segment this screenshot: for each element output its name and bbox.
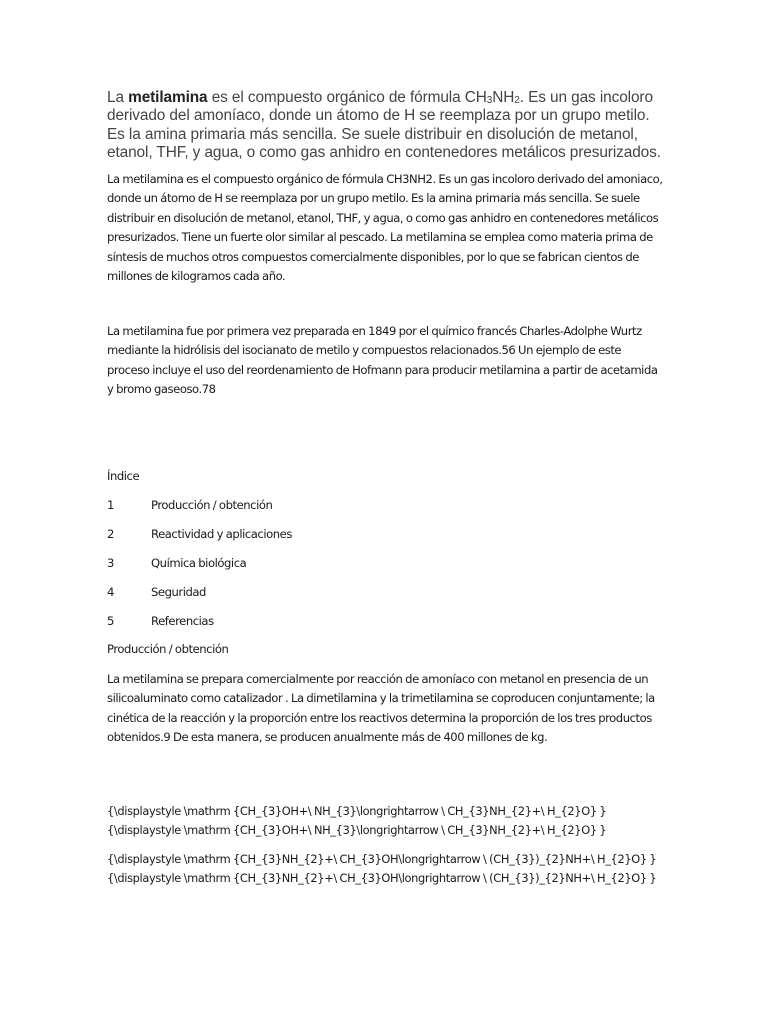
intro-formula-text: es el compuesto orgánico de fórmula CH (207, 89, 487, 106)
paragraph-production: La metilamina se prepara comercialmente por reacción de amoníaco con metanol en presencia de un silicoaluminato como catalizador . La dimetilamina y la trimetilamina se coproducen conjuntamente; la cinética de la reacción y la proporción entre los reactivos determina la proporción de los tres productos obtenidos.9 De esta manera, se producen anualmente más de 400 millones de kg. (107, 672, 655, 745)
section-heading: Producción / obtención (107, 642, 229, 656)
index-title: Índice (107, 469, 140, 483)
intro-formula-text-2: NH (492, 89, 515, 106)
index-item-number: 3 (107, 556, 114, 570)
formula-dimethylamine-synthesis: {\displaystyle \mathrm {CH_{3}NH_{2}+\ CH_{3}OH\longrightarrow \ (CH_{3})_{2}NH+\ H_{2}O} }{\displaystyle \mathrm {CH_{3}NH_{2}+\ CH_{3}OH\longrightarrow \ (CH_{3})_{2}NH+\ H_{2}O} } (107, 852, 657, 886)
index-item-number: 2 (107, 527, 114, 541)
index-item[interactable] (107, 612, 507, 632)
index-item-label: Seguridad (151, 585, 206, 599)
paragraph-history: La metilamina fue por primera vez preparada en 1849 por el químico francés Charles-Adolphe Wurtz mediante la hidrólisis del isocianato de metilo y compuestos relacionados.56 Un ejemplo de este proceso incluye el uso del reordenamiento de Hofmann para producir metilamina a partir de acetamida y bromo gaseoso.78 (107, 324, 658, 397)
index-item[interactable] (107, 554, 507, 574)
index-item[interactable] (107, 525, 507, 545)
formula-methylamine-synthesis: {\displaystyle \mathrm {CH_{3}OH+\ NH_{3}\longrightarrow \ CH_{3}NH_{2}+\ H_{2}O} }{\displaystyle \mathrm {CH_{3}OH+\ NH_{3}\longrightarrow \ CH_{3}NH_{2}+\ H_{2}O} } (107, 804, 607, 838)
intro-term: metilamina (128, 89, 208, 106)
intro-paragraph (107, 89, 667, 162)
index-item[interactable] (107, 583, 507, 603)
index-item-number: 5 (107, 614, 114, 628)
index-item-label: Química biológica (151, 556, 247, 570)
index-item-label: Producción / obtención (151, 498, 273, 512)
index-item-label: Reactividad y aplicaciones (151, 527, 292, 541)
index-item-number: 4 (107, 585, 114, 599)
index-item-label: Referencias (151, 614, 214, 628)
index-item-number: 1 (107, 498, 114, 512)
paragraph-description: La metilamina es el compuesto orgánico de fórmula CH3NH2. Es un gas incoloro derivado del amoniaco, donde un átomo de H se reemplaza por un grupo metilo. Es la amina primaria más sencilla. Se suele distribuir en disolución de metanol, etanol, THF, y agua, o como gas anhidro en contenedores metálicos presurizados. Tiene un fuerte olor similar al pescado. La metilamina se emplea como materia prima de síntesis de muchos otros compuestos comercialmente disponibles, por lo que se fabrican cientos de millones de kilogramos cada año. (107, 172, 663, 284)
intro-subscript-3: 3 (486, 95, 493, 106)
intro-rest: . Es un gas incoloro derivado del amoníaco, donde un átomo de H se reemplaza por un grupo metilo. Es la amina primaria más sencilla. Se suele distribuir en disolución de metanol, etanol, THF, y agua, o como gas anhidro en contenedores metálicos presurizados. (107, 89, 661, 161)
intro-prefix: La (107, 89, 129, 106)
index-item[interactable] (107, 496, 507, 516)
intro-subscript-2: 2 (514, 95, 520, 106)
